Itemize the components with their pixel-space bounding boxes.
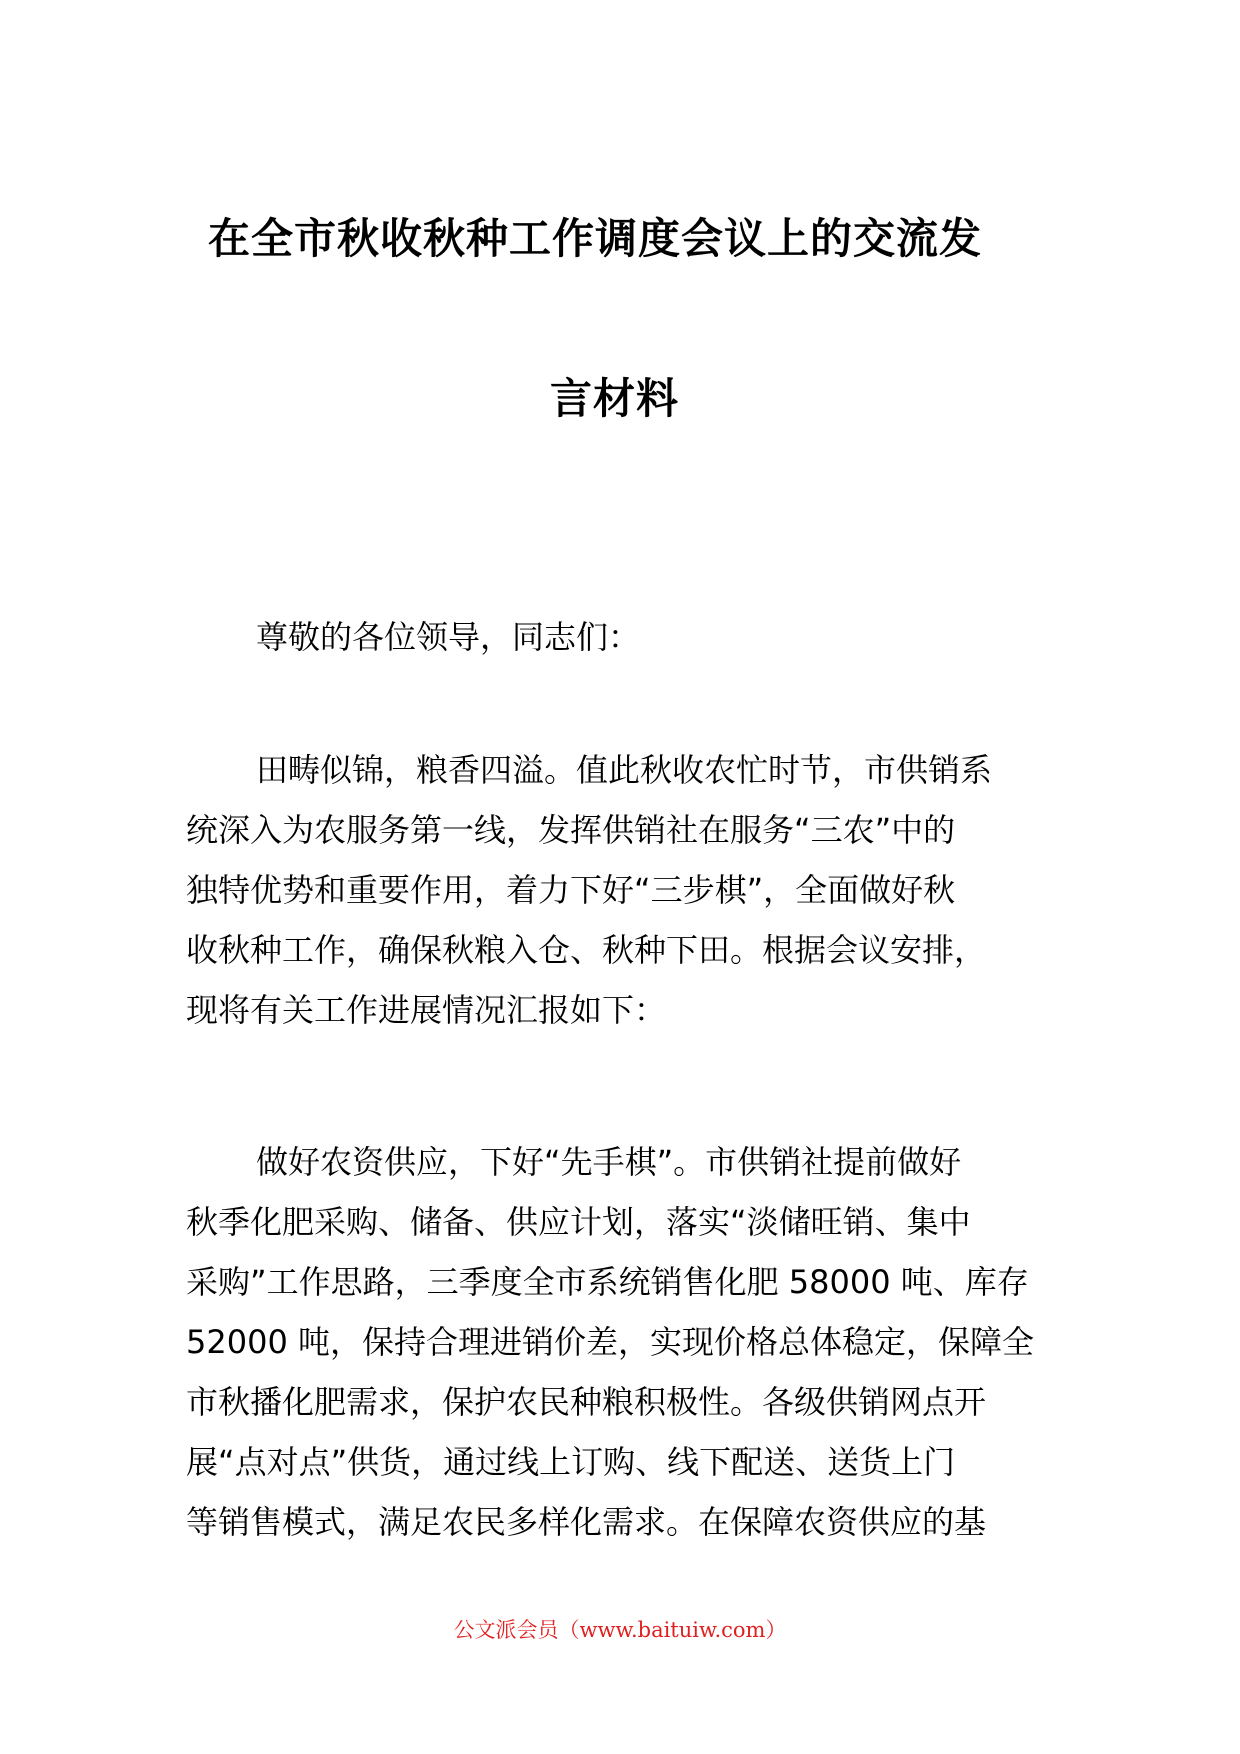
greeting-text: 尊敬的各位领导，同志们：	[256, 618, 641, 656]
paragraph-1-line: 收秋种工作，确保秋粮入仓、秋种下田。根据会议安排，	[186, 931, 987, 969]
paragraph-1	[186, 740, 1056, 1040]
paragraph-2-line: 秋季化肥采购、储备、供应计划，落实“淡储旺销、集中	[186, 1203, 971, 1241]
paragraph-1-line: 独特优势和重要作用，着力下好“三步棋”，全面做好秋	[186, 871, 956, 909]
paragraph-2-line: 做好农资供应，下好“先手棋”。市供销社提前做好	[256, 1143, 962, 1181]
paragraph-2-line: 等销售模式，满足农民多样化需求。在保障农资供应的基	[186, 1503, 987, 1541]
paragraph-2-line: 展“点对点”供货，通过线上订购、线下配送、送货上门	[186, 1443, 956, 1481]
paragraph-1-line: 田畴似锦，粮香四溢。值此秋收农忙时节，市供销系	[256, 751, 993, 789]
paragraph-1-line: 统深入为农服务第一线，发挥供销社在服务“三农”中的	[186, 811, 956, 849]
paragraph-2-line: 采购”工作思路，三季度全市系统销售化肥 58000 吨、库存	[186, 1263, 1029, 1301]
paragraph-2-line: 市秋播化肥需求，保护农民种粮积极性。各级供销网点开	[186, 1383, 987, 1421]
paragraph-2-line: 52000 吨，保持合理进销价差，实现价格总体稳定，保障全	[186, 1323, 1034, 1361]
paragraph-1-line: 现将有关工作进展情况汇报如下：	[186, 991, 667, 1029]
footer-watermark: 公文派会员（www.baituiw.com）	[453, 1618, 787, 1642]
document-title-line-1: 在全市秋收秋种工作调度会议上的交流发	[208, 214, 983, 263]
greeting	[186, 607, 1056, 667]
document-title-line-2: 言材料	[550, 374, 680, 423]
paragraph-2	[186, 1132, 1056, 1552]
